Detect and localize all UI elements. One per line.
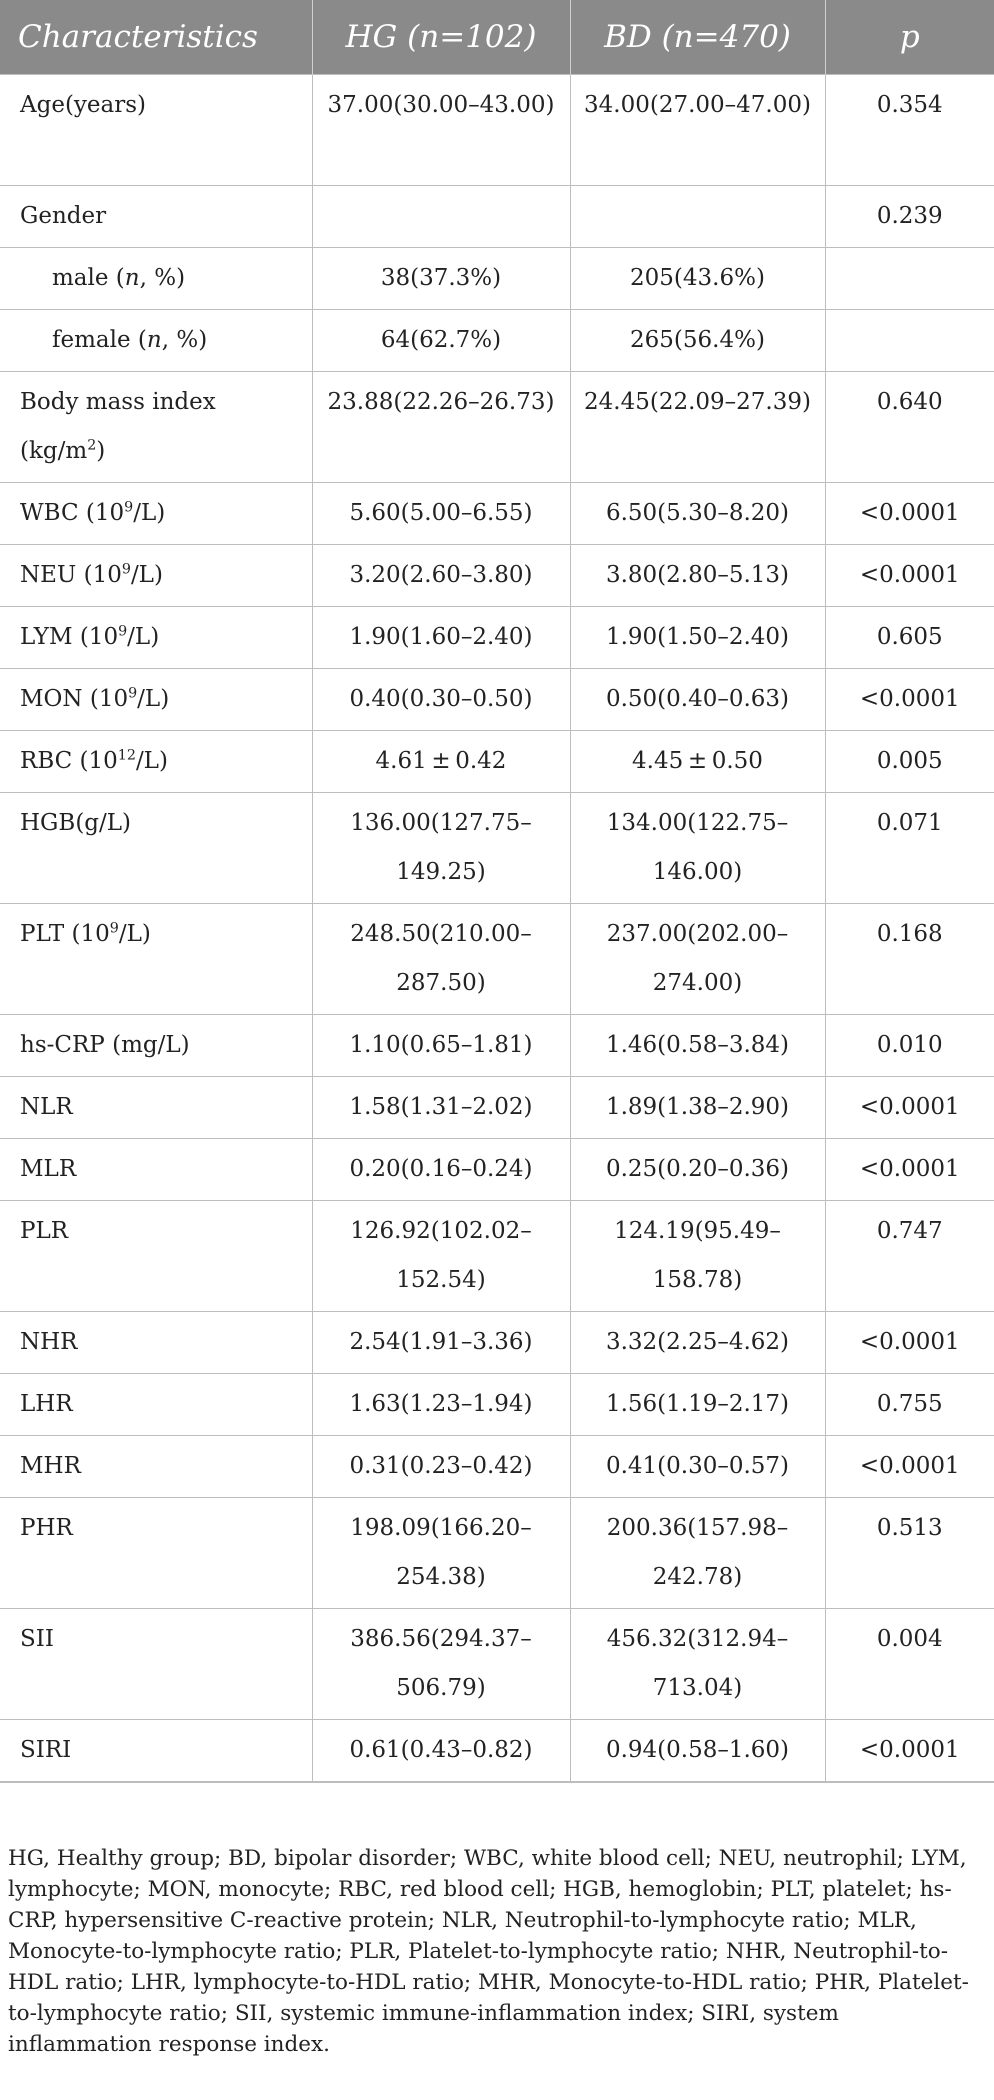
- row-bd-value: 0.41(0.30–0.57): [570, 1436, 825, 1498]
- row-bd-value: 0.94(0.58–1.60): [570, 1720, 825, 1782]
- row-hg-value: 37.00(30.00–43.00): [312, 75, 570, 186]
- row-p-value: 0.005: [825, 731, 994, 793]
- row-hg-value: 1.90(1.60–2.40): [312, 607, 570, 669]
- row-label: Body mass index $(kg/m^2)$: [0, 372, 312, 483]
- row-p-value: 0.513: [825, 1498, 994, 1609]
- table-row: [0, 1201, 994, 1312]
- row-hg-value: 38(37.3%): [312, 248, 570, 310]
- row-label: SIRI: [0, 1720, 312, 1782]
- row-label: MLR: [0, 1139, 312, 1201]
- row-bd-value: 0.50(0.40–0.63): [570, 669, 825, 731]
- table-row: [0, 793, 994, 904]
- table-header-row: [0, 0, 994, 75]
- table-row: [0, 669, 994, 731]
- row-bd-value: 1.56(1.19–2.17): [570, 1374, 825, 1436]
- table-row: [0, 1720, 994, 1782]
- row-p-value: [825, 310, 994, 372]
- row-label: WBC $(10^9/L)$: [0, 483, 312, 545]
- row-label: MON $(10^9/L)$: [0, 669, 312, 731]
- table-row: [0, 483, 994, 545]
- row-label: LHR: [0, 1374, 312, 1436]
- table-row: [0, 607, 994, 669]
- row-label: Age(years): [0, 75, 312, 186]
- row-hg-value: 0.31(0.23–0.42): [312, 1436, 570, 1498]
- row-hg-value: [312, 186, 570, 248]
- row-p-value: <0.0001: [825, 483, 994, 545]
- row-bd-value: 3.80(2.80–5.13): [570, 545, 825, 607]
- row-bd-value: [570, 186, 825, 248]
- table-row: [0, 1312, 994, 1374]
- row-hg-value: 136.00(127.75–149.25): [312, 793, 570, 904]
- row-label: SII: [0, 1609, 312, 1720]
- row-bd-value: 34.00(27.00–47.00): [570, 75, 825, 186]
- row-p-value: <0.0001: [825, 1077, 994, 1139]
- row-label: male (n, %): [0, 248, 312, 310]
- row-label: LYM $(10^9/L)$: [0, 607, 312, 669]
- table-row: [0, 248, 994, 310]
- row-p-value: <0.0001: [825, 1436, 994, 1498]
- row-bd-value: 3.32(2.25–4.62): [570, 1312, 825, 1374]
- row-hg-value: 3.20(2.60–3.80): [312, 545, 570, 607]
- row-bd-value: 6.50(5.30–8.20): [570, 483, 825, 545]
- table-row: [0, 731, 994, 793]
- row-bd-value: 134.00(122.75–146.00): [570, 793, 825, 904]
- row-hg-value: 23.88(22.26–26.73): [312, 372, 570, 483]
- row-bd-value: 24.45(22.09–27.39): [570, 372, 825, 483]
- row-bd-value: 265(56.4%): [570, 310, 825, 372]
- header-bd: BD (n=470): [570, 0, 825, 75]
- row-p-value: [825, 248, 994, 310]
- row-label: hs-CRP (mg/L): [0, 1015, 312, 1077]
- row-bd-value: 4.45 ± 0.50: [570, 731, 825, 793]
- table-row: [0, 186, 994, 248]
- row-hg-value: 4.61 ± 0.42: [312, 731, 570, 793]
- row-hg-value: 1.58(1.31–2.02): [312, 1077, 570, 1139]
- row-hg-value: 2.54(1.91–3.36): [312, 1312, 570, 1374]
- row-label: RBC $(10^{12}/L)$: [0, 731, 312, 793]
- row-hg-value: 248.50(210.00–287.50): [312, 904, 570, 1015]
- row-hg-value: 0.61(0.43–0.82): [312, 1720, 570, 1782]
- row-label: MHR: [0, 1436, 312, 1498]
- row-p-value: <0.0001: [825, 669, 994, 731]
- row-label: female (n, %): [0, 310, 312, 372]
- table-row: [0, 1139, 994, 1201]
- table-body: [0, 75, 994, 1782]
- row-bd-value: 200.36(157.98–242.78): [570, 1498, 825, 1609]
- row-hg-value: 386.56(294.37–506.79): [312, 1609, 570, 1720]
- table-row: [0, 545, 994, 607]
- row-hg-value: 1.63(1.23–1.94): [312, 1374, 570, 1436]
- row-p-value: 0.004: [825, 1609, 994, 1720]
- row-label: NHR: [0, 1312, 312, 1374]
- table-row: [0, 310, 994, 372]
- table-row: [0, 372, 994, 483]
- row-p-value: <0.0001: [825, 1139, 994, 1201]
- row-bd-value: 124.19(95.49–158.78): [570, 1201, 825, 1312]
- row-p-value: <0.0001: [825, 545, 994, 607]
- table-footnote: HG, Healthy group; BD, bipolar disorder; WBC, white blood cell; NEU, neutrophil; LYM, lymphocyte; MON, monocyte; RBC, red blood cell; HGB, hemoglobin; PLT, platelet; hs-CRP, hypersensitive C-reactive protein; NLR, Neutrophil-to-lymphocyte ratio; MLR, Monocyte-to-lymphocyte ratio; PLR, Platelet-to-lymphocyte ratio; NHR, Neutrophil-to-HDL ratio; LHR, lymphocyte-to-HDL ratio; MHR, Monocyte-to-HDL ratio; PHR, Platelet-to-lymphocyte ratio; SII, systemic immune-inflammation index; SIRI, system inflammation response index.: [8, 1846, 969, 2057]
- header-hg: HG (n=102): [312, 0, 570, 75]
- header-p: p: [825, 0, 994, 75]
- row-p-value: 0.354: [825, 75, 994, 186]
- row-hg-value: 198.09(166.20–254.38): [312, 1498, 570, 1609]
- table-row: [0, 1015, 994, 1077]
- row-p-value: 0.010: [825, 1015, 994, 1077]
- row-p-value: 0.168: [825, 904, 994, 1015]
- row-label: Gender: [0, 186, 312, 248]
- row-label: PHR: [0, 1498, 312, 1609]
- row-label: NEU $(10^9/L)$: [0, 545, 312, 607]
- row-p-value: 0.747: [825, 1201, 994, 1312]
- row-bd-value: 205(43.6%): [570, 248, 825, 310]
- row-bd-value: 1.46(0.58–3.84): [570, 1015, 825, 1077]
- header-characteristics: Characteristics: [0, 0, 312, 75]
- row-p-value: <0.0001: [825, 1720, 994, 1782]
- row-hg-value: 64(62.7%): [312, 310, 570, 372]
- row-p-value: 0.640: [825, 372, 994, 483]
- row-bd-value: 1.89(1.38–2.90): [570, 1077, 825, 1139]
- table-row: [0, 1609, 994, 1720]
- row-bd-value: 237.00(202.00–274.00): [570, 904, 825, 1015]
- row-p-value: 0.605: [825, 607, 994, 669]
- row-label: NLR: [0, 1077, 312, 1139]
- row-label: PLR: [0, 1201, 312, 1312]
- table-row: [0, 1374, 994, 1436]
- row-hg-value: 1.10(0.65–1.81): [312, 1015, 570, 1077]
- table-row: [0, 1498, 994, 1609]
- row-bd-value: 1.90(1.50–2.40): [570, 607, 825, 669]
- row-bd-value: 456.32(312.94–713.04): [570, 1609, 825, 1720]
- row-hg-value: 0.20(0.16–0.24): [312, 1139, 570, 1201]
- row-p-value: 0.239: [825, 186, 994, 248]
- row-hg-value: 0.40(0.30–0.50): [312, 669, 570, 731]
- table-row: [0, 904, 994, 1015]
- table-row: [0, 1077, 994, 1139]
- table-row: [0, 75, 994, 186]
- row-p-value: <0.0001: [825, 1312, 994, 1374]
- row-label: HGB(g/L): [0, 793, 312, 904]
- row-hg-value: 5.60(5.00–6.55): [312, 483, 570, 545]
- row-hg-value: 126.92(102.02–152.54): [312, 1201, 570, 1312]
- row-p-value: 0.755: [825, 1374, 994, 1436]
- row-label: PLT $(10^9/L)$: [0, 904, 312, 1015]
- row-bd-value: 0.25(0.20–0.36): [570, 1139, 825, 1201]
- table-row: [0, 1436, 994, 1498]
- row-p-value: 0.071: [825, 793, 994, 904]
